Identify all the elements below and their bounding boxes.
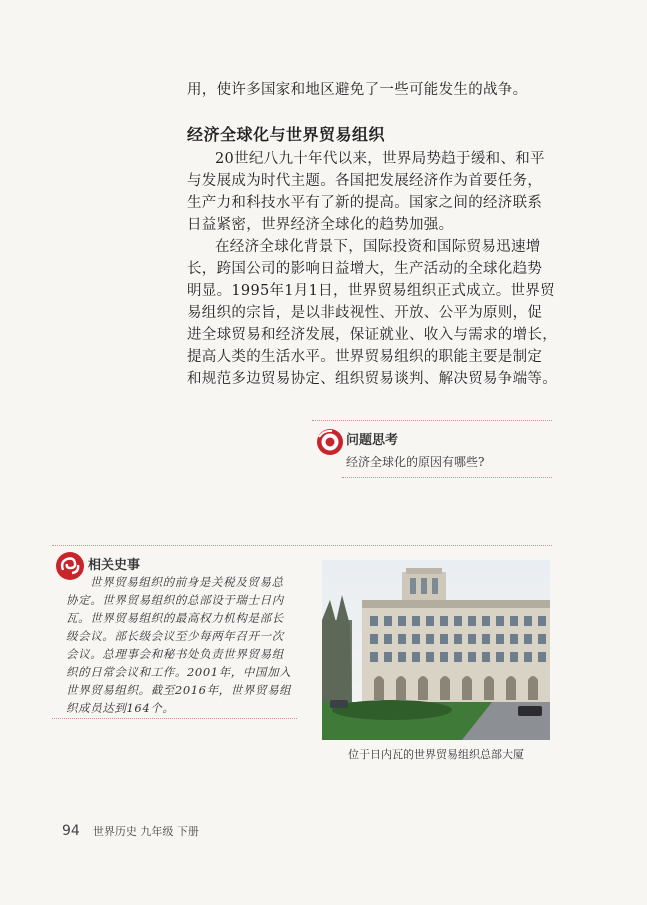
text-line: 在经济全球化背景下，国际投资和国际贸易迅速增 (215, 239, 541, 255)
history-scroll-icon (54, 550, 86, 582)
text-line: 和规范多边贸易协定、组织贸易谈判、解决贸易争端等。 (187, 371, 557, 387)
dotted-divider (312, 420, 552, 421)
dotted-divider (342, 477, 552, 478)
history-text-line: 织成员达到164个。 (66, 701, 175, 715)
text-line: 易组织的宗旨，是以非歧视性、开放、公平为原则，促 (187, 305, 543, 321)
section-title: 经济全球化与世界贸易组织 (187, 125, 386, 144)
question-title: 问题思考 (346, 433, 399, 448)
text-line: 进全球贸易和经济发展，保证就业、收入与需求的增长， (187, 327, 557, 343)
text-line: 长，跨国公司的影响日益增大，生产活动的全球化趋势 (187, 261, 543, 277)
page-number: 94 (62, 823, 80, 839)
text-line: 日益紧密，世界经济全球化的趋势加强。 (187, 217, 454, 233)
dotted-divider (52, 545, 552, 546)
question-think-icon (315, 427, 345, 457)
wto-headquarters-photo (322, 560, 550, 740)
text-line: 生产力和科技水平有了新的提高。国家之间的经济联系 (187, 195, 543, 211)
page-footer (62, 820, 199, 839)
history-text-line: 世界贸易组织的前身是关税及贸易总 (90, 575, 284, 589)
text-line: 20世纪八九十年代以来，世界局势趋于缓和、和平 (215, 151, 545, 167)
question-text: 经济全球化的原因有哪些? (346, 455, 485, 469)
history-text-line: 织的日常会议和工作。2001年，中国加入 (66, 665, 292, 679)
text-line: 与发展成为时代主题。各国把发展经济作为首要任务， (187, 173, 543, 189)
history-text-line: 瓦。世界贸易组织的最高权力机构是部长 (66, 611, 284, 625)
text-line: 提高人类的生活水平。世界贸易组织的职能主要是制定 (187, 349, 543, 365)
dotted-divider (52, 718, 297, 719)
question-box (312, 420, 552, 478)
history-text-line: 级会议。部长级会议至少每两年召开一次 (66, 629, 284, 643)
text-line: 明显。1995年1月1日，世界贸易组织正式成立。世界贸 (187, 283, 555, 299)
photo-caption: 位于日内瓦的世界贸易组织总部大厦 (348, 748, 524, 761)
history-text-line: 协定。世界贸易组织的总部设于瑞士日内 (66, 593, 284, 607)
history-title: 相关史事 (88, 558, 141, 573)
history-text-line: 会议。总理事会和秘书处负责世界贸易组 (66, 647, 284, 661)
lead-line: 用，使许多国家和地区避免了一些可能发生的战争。 (187, 82, 528, 98)
book-title: 世界历史 九年级 下册 (92, 825, 199, 838)
history-text-line: 世界贸易组织。截至2016年，世界贸易组 (66, 683, 292, 697)
